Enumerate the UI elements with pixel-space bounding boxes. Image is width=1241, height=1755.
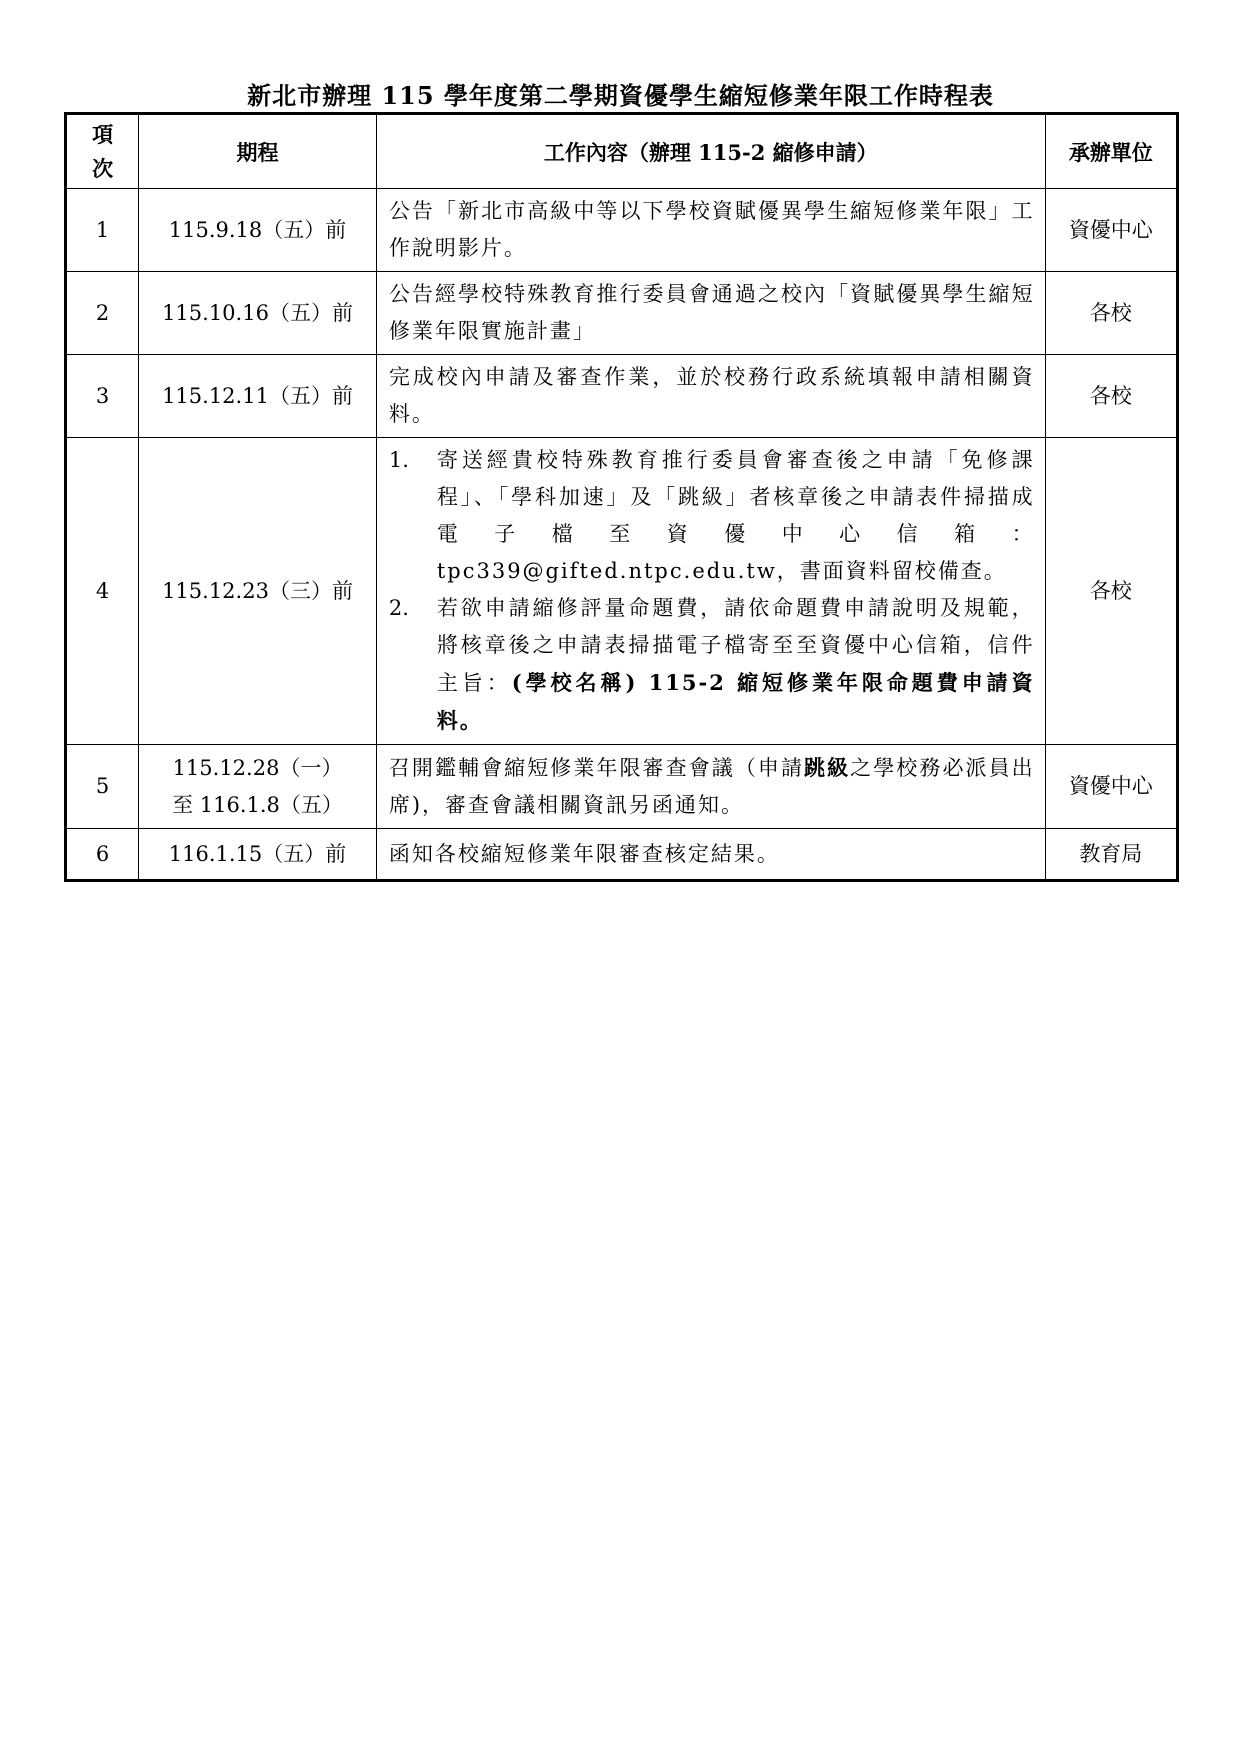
row-work: 函知各校縮短修業年限審查核定結果。 [376,829,1045,881]
row-unit: 各校 [1045,272,1177,355]
row-unit: 各校 [1045,355,1177,438]
header-schedule: 期程 [139,114,377,189]
row-unit: 資優中心 [1045,189,1177,272]
row-work: 公告經學校特殊教育推行委員會通過之校內「資賦優異學生縮短修業年限實施計畫」 [376,272,1045,355]
row-unit: 資優中心 [1045,745,1177,829]
row-number: 6 [66,829,139,881]
list-marker: 1. [388,448,409,472]
row-date [139,745,377,829]
row-number: 4 [66,438,139,745]
table-row [66,829,1178,881]
row-date: 116.1.15（五）前 [139,829,377,881]
row-date-end: 至 116.1.8（五） [172,792,343,817]
email-subject-bold: (學校名稱) 115-2 縮短修業年限命題費申請資料。 [436,670,1035,733]
list-item [389,590,1035,740]
row-date-start: 115.12.28（一） [172,755,343,780]
row-work-pre: 召開鑑輔會縮短修業年限審查會議（申請 [388,756,805,780]
row-work [376,745,1045,829]
row-work-bold: 跳級 [804,755,851,780]
row-number: 1 [66,189,139,272]
table-row [66,272,1178,355]
row-unit: 教育局 [1045,829,1177,881]
row-date: 115.12.11（五）前 [139,355,377,438]
header-item-number: 項次 [66,114,139,189]
row-work: 公告「新北市高級中等以下學校資賦優異學生縮短修業年限」工作說明影片。 [376,189,1045,272]
row-number: 5 [66,745,139,829]
list-text: 寄送經貴校特殊教育推行委員會審查後之申請「免修課程」、「學科加速」及「跳級」者核章後之申請表件掃描成電子檔至資優中心信箱：tpc339@gifted.ntpc.edu.tw，書面資料留校備查。 [436,448,1035,583]
list-marker: 2. [388,596,409,620]
row-work: 完成校內申請及審查作業，並於校務行政系統填報申請相關資料。 [376,355,1045,438]
row-work-post: 之學校務必派員出席)，審查會議相關資訊另函通知。 [388,756,1035,817]
table-row [66,189,1178,272]
schedule-table [64,112,1179,882]
row-number: 2 [66,272,139,355]
header-responsible-unit: 承辦單位 [1045,114,1177,189]
header-work-content: 工作內容（辦理 115-2 縮修申請） [376,114,1045,189]
row-date: 115.9.18（五）前 [139,189,377,272]
row-work [376,438,1045,745]
table-row [66,355,1178,438]
list-text [437,590,1035,740]
table-row [66,438,1178,745]
row-date: 115.10.16（五）前 [139,272,377,355]
row-date: 115.12.23（三）前 [139,438,377,745]
row-number: 3 [66,355,139,438]
list-item [389,442,1035,590]
table-header-row [66,114,1178,189]
list-text-plain: 若欲申請縮修評量命題費，請依命題費申請說明及規範，將核章後之申請表掃描電子檔寄至至資優中心信箱，信件主旨： [436,596,1035,695]
row-unit: 各校 [1045,438,1177,745]
table-row [66,745,1178,829]
document-title: 新北市辦理 115 學年度第二學期資優學生縮短修業年限工作時程表 [247,81,994,110]
